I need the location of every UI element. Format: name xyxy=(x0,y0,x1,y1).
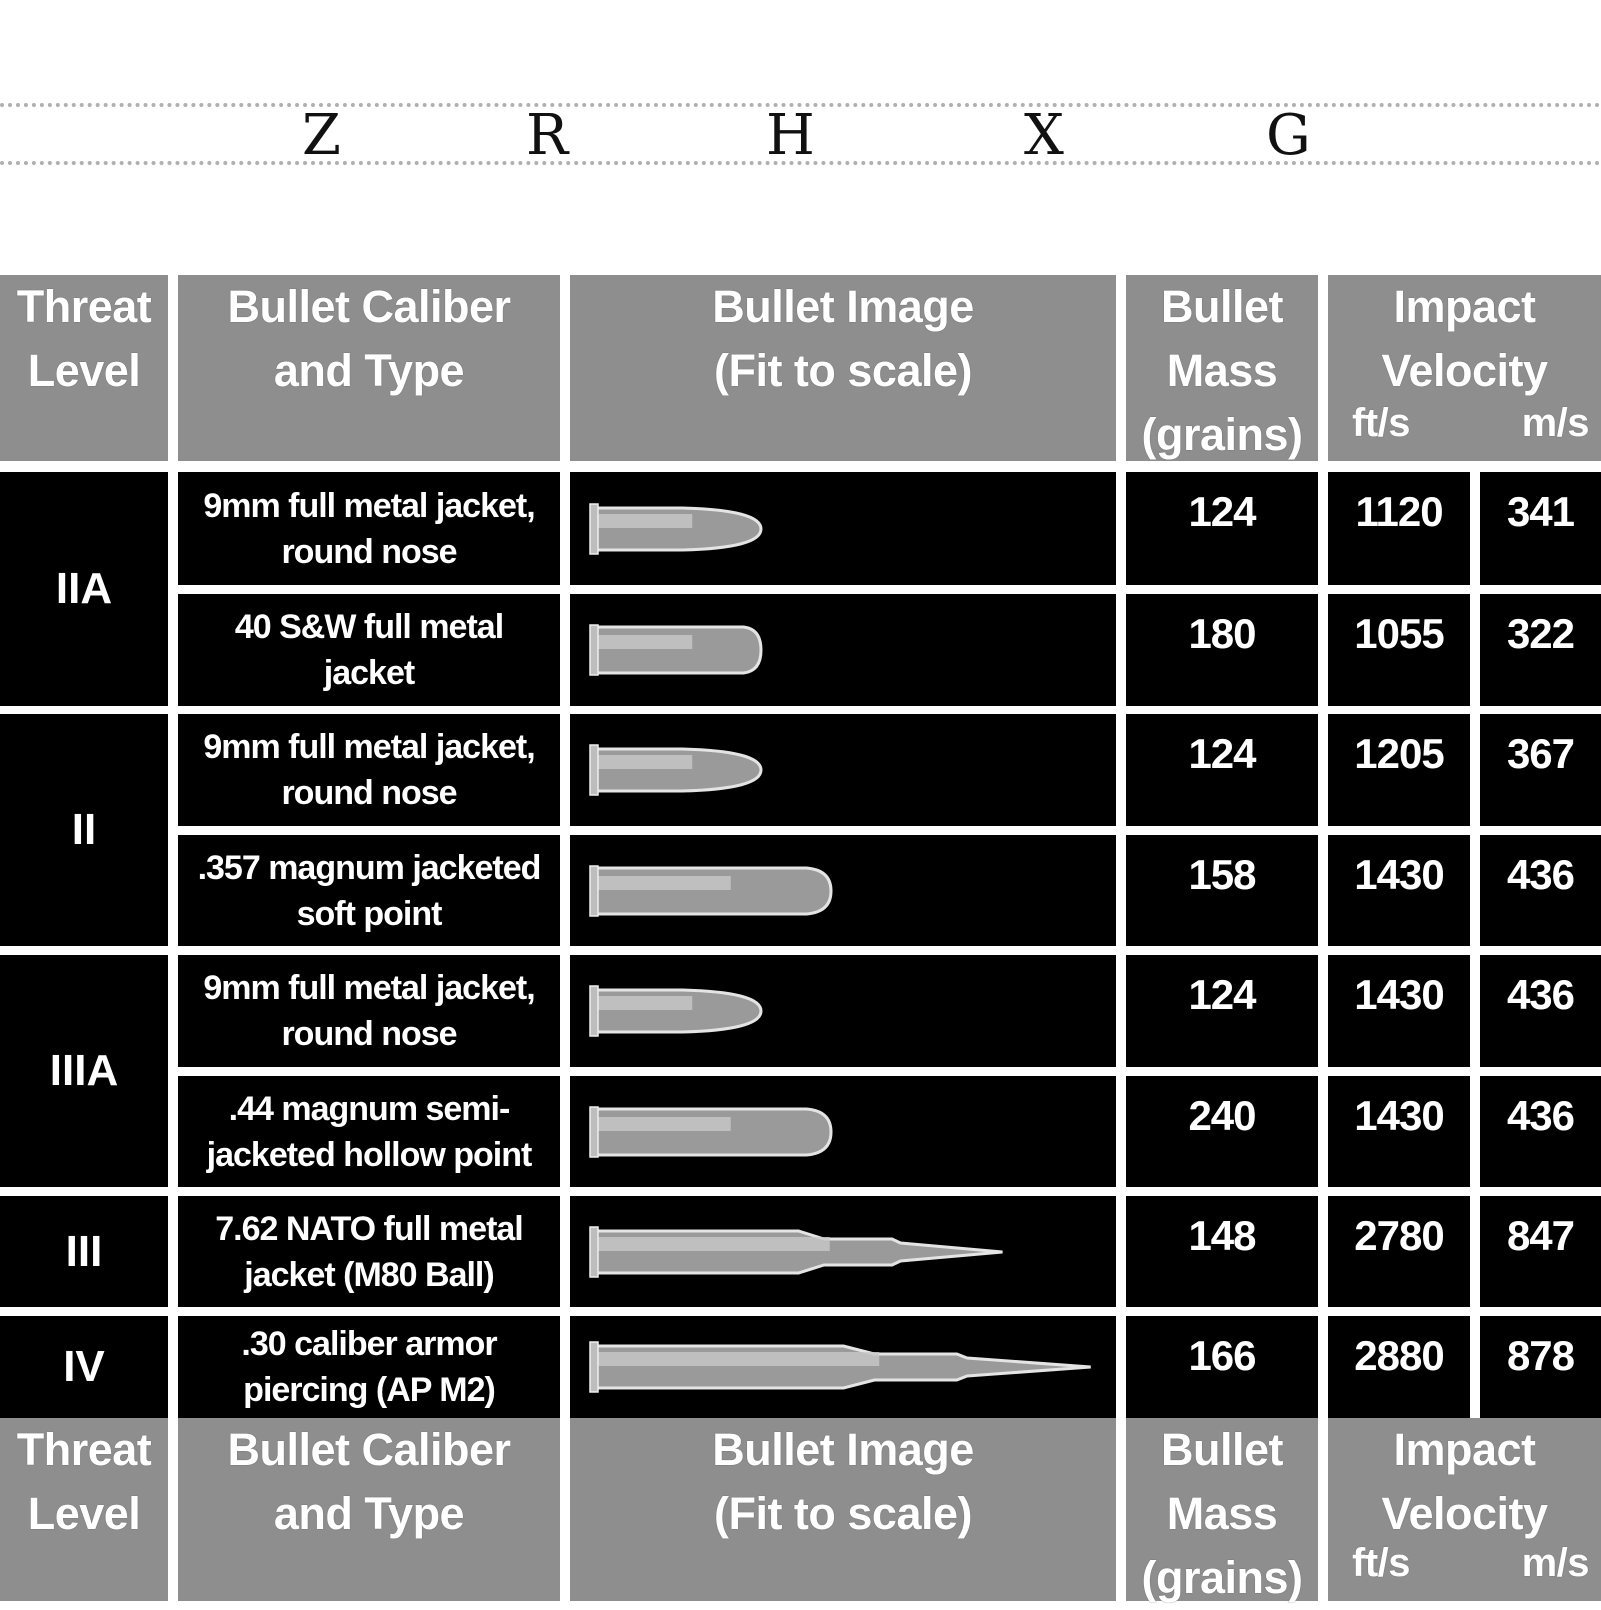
mass-cell xyxy=(1126,1196,1318,1307)
header-image xyxy=(570,275,1116,461)
bullet-image xyxy=(586,856,841,926)
bullet-image xyxy=(586,1097,841,1167)
mass-value: 158 xyxy=(1188,851,1256,898)
velocity-ms-cell xyxy=(1480,955,1601,1067)
velocity-ms-value: 436 xyxy=(1506,1092,1575,1139)
text-line: piercing (AP M2) xyxy=(243,1371,495,1409)
cell-text xyxy=(227,275,510,403)
text-line: Bullet Image xyxy=(712,1424,974,1475)
cell-text xyxy=(1141,1418,1302,1610)
text-line: Level xyxy=(27,345,141,396)
threat-level-label: IV xyxy=(63,1342,105,1391)
text-line: soft point xyxy=(296,894,442,933)
threat-level-cell xyxy=(0,1196,168,1307)
mass-cell xyxy=(1126,1316,1318,1418)
unit-ms: m/s xyxy=(1521,1541,1589,1585)
text-line: Mass xyxy=(1166,345,1278,396)
cell-text xyxy=(203,483,534,575)
velocity-fts-cell xyxy=(1328,472,1470,585)
mass-value: 166 xyxy=(1188,1332,1256,1379)
velocity-fts-cell xyxy=(1328,594,1470,706)
header-caliber xyxy=(178,275,560,461)
caliber-cell xyxy=(178,594,560,706)
letter-1: Z xyxy=(302,103,341,168)
text-line: Level xyxy=(27,1488,141,1539)
text-line: and Type xyxy=(273,1488,465,1539)
text-line: (grains) xyxy=(1141,409,1303,460)
velocity-ms-value: 847 xyxy=(1506,1212,1575,1259)
mass-cell xyxy=(1126,472,1318,585)
cell-text xyxy=(215,1206,523,1298)
mass-value: 180 xyxy=(1188,610,1256,657)
caliber-cell xyxy=(178,472,560,585)
text-line: Bullet Caliber xyxy=(227,281,511,332)
letter-3: H xyxy=(766,103,815,168)
velocity-fts-value: 2880 xyxy=(1354,1332,1444,1379)
cell-text xyxy=(1381,275,1547,403)
mass-cell xyxy=(1126,594,1318,706)
threat-level-cell xyxy=(0,714,168,946)
text-line: (Fit to scale) xyxy=(713,1488,973,1539)
text-line: Impact xyxy=(1393,1424,1536,1475)
cell-text xyxy=(241,1321,496,1413)
text-line: (grains) xyxy=(1141,1552,1303,1603)
cell-text xyxy=(712,275,974,403)
mass-cell xyxy=(1126,714,1318,826)
header-threat-level-repeat xyxy=(0,1418,168,1601)
header-mass xyxy=(1126,275,1318,461)
bullet-image xyxy=(586,615,771,685)
threat-level-cell xyxy=(0,472,168,706)
text-line: 9mm full metal jacket, xyxy=(203,728,535,766)
caliber-cell xyxy=(178,955,560,1067)
cell-text xyxy=(227,1418,510,1546)
velocity-ms-cell xyxy=(1480,714,1601,826)
caliber-cell xyxy=(178,1316,560,1418)
velocity-fts-value: 1205 xyxy=(1354,730,1444,777)
threat-level-label: IIIA xyxy=(49,1046,119,1095)
text-line: Bullet Image xyxy=(712,281,974,332)
cell-text xyxy=(235,604,503,696)
text-line: and Type xyxy=(273,345,465,396)
cell-text xyxy=(712,1418,974,1546)
text-line: Threat xyxy=(16,281,152,332)
velocity-ms-value: 436 xyxy=(1506,971,1575,1018)
text-line: Bullet xyxy=(1160,1424,1283,1475)
velocity-ms-value: 341 xyxy=(1506,488,1575,535)
velocity-ms-cell xyxy=(1480,1076,1601,1187)
text-line: Velocity xyxy=(1381,345,1548,396)
text-line: Impact xyxy=(1393,281,1536,332)
threat-level-table xyxy=(0,275,1601,1601)
velocity-ms-value: 367 xyxy=(1506,730,1575,777)
text-line: jacket xyxy=(323,654,415,692)
cell-text xyxy=(203,965,534,1057)
velocity-fts-value: 1055 xyxy=(1354,610,1444,657)
header-velocity xyxy=(1328,275,1601,461)
text-line: .44 magnum semi- xyxy=(228,1089,510,1128)
text-line: jacket (M80 Ball) xyxy=(244,1255,494,1294)
bullet-image xyxy=(586,976,771,1046)
bullet-image-cell xyxy=(570,1316,1116,1418)
mass-cell xyxy=(1126,1076,1318,1187)
bullet-image-cell xyxy=(570,594,1116,706)
caliber-cell xyxy=(178,714,560,826)
bullet-image-cell xyxy=(570,714,1116,826)
bullet-image xyxy=(586,494,771,564)
cell-text xyxy=(207,1086,532,1178)
velocity-fts-cell xyxy=(1328,1196,1470,1307)
cell-text xyxy=(1381,1418,1547,1546)
text-line: Threat xyxy=(16,1424,152,1475)
header-image-repeat xyxy=(570,1418,1116,1601)
letter-4: X xyxy=(1024,103,1064,168)
bullet-image-cell xyxy=(570,835,1116,946)
unit-fts: ft/s xyxy=(1352,401,1410,445)
mass-value: 148 xyxy=(1188,1212,1256,1259)
mass-value: 124 xyxy=(1188,730,1256,777)
velocity-ms-cell xyxy=(1480,835,1601,946)
text-line: 9mm full metal jacket, xyxy=(203,486,535,525)
threat-level-label: III xyxy=(65,1226,103,1276)
bullet-image-cell xyxy=(570,472,1116,585)
text-line: (Fit to scale) xyxy=(713,345,973,396)
text-line: .357 magnum jacketed xyxy=(197,848,541,887)
threat-level-cell xyxy=(0,955,168,1187)
velocity-fts-cell xyxy=(1328,714,1470,826)
velocity-ms-cell xyxy=(1480,594,1601,706)
header-mass-repeat xyxy=(1126,1418,1318,1601)
text-line: round nose xyxy=(281,1015,457,1053)
cell-text xyxy=(198,845,541,937)
velocity-fts-value: 1120 xyxy=(1355,488,1443,535)
mass-cell xyxy=(1126,835,1318,946)
velocity-fts-cell xyxy=(1328,955,1470,1067)
velocity-ms-value: 878 xyxy=(1506,1332,1575,1379)
text-line: round nose xyxy=(281,774,457,812)
text-line: .30 caliber armor xyxy=(241,1325,497,1363)
threat-level-cell xyxy=(0,1316,168,1418)
letter-2: R xyxy=(526,103,569,168)
text-line: 9mm full metal jacket, xyxy=(203,969,535,1007)
cell-text xyxy=(203,724,534,816)
header-caliber-repeat xyxy=(178,1418,560,1601)
unit-ms: m/s xyxy=(1521,401,1589,445)
velocity-ms-cell xyxy=(1480,1316,1601,1418)
caliber-cell xyxy=(178,1196,560,1307)
header-velocity-repeat xyxy=(1328,1418,1601,1601)
threat-level-label: II xyxy=(71,805,97,854)
velocity-fts-value: 1430 xyxy=(1354,851,1444,898)
unit-fts: ft/s xyxy=(1352,1541,1410,1585)
bullet-image xyxy=(586,1332,1111,1402)
caliber-cell xyxy=(178,1076,560,1187)
text-line: jacketed hollow point xyxy=(206,1135,532,1174)
cell-text xyxy=(17,1418,152,1546)
velocity-fts-value: 1430 xyxy=(1354,1092,1444,1139)
text-line: Bullet Caliber xyxy=(227,1424,511,1475)
velocity-ms-value: 436 xyxy=(1506,851,1575,898)
text-line: 7.62 NATO full metal xyxy=(215,1209,523,1248)
text-line: round nose xyxy=(281,532,457,571)
cell-text xyxy=(17,275,152,403)
bullet-image-cell xyxy=(570,1076,1116,1187)
velocity-fts-cell xyxy=(1328,1076,1470,1187)
text-line: 40 S&W full metal xyxy=(234,608,504,646)
bullet-image-cell xyxy=(570,1196,1116,1307)
bullet-image xyxy=(586,1217,1021,1287)
bullet-image xyxy=(586,735,771,805)
letter-strip xyxy=(0,0,1601,275)
letter-5: G xyxy=(1266,103,1311,168)
cell-text xyxy=(1141,275,1302,467)
velocity-ms-cell xyxy=(1480,1196,1601,1307)
caliber-cell xyxy=(178,835,560,946)
bullet-image-cell xyxy=(570,955,1116,1067)
header-threat-level xyxy=(0,275,168,461)
mass-value: 124 xyxy=(1188,971,1256,1018)
mass-cell xyxy=(1126,955,1318,1067)
velocity-ms-value: 322 xyxy=(1506,610,1575,657)
text-line: Bullet xyxy=(1160,281,1283,332)
text-line: Mass xyxy=(1166,1488,1278,1539)
velocity-fts-value: 1430 xyxy=(1354,971,1444,1018)
mass-value: 124 xyxy=(1188,488,1256,535)
text-line: Velocity xyxy=(1381,1488,1548,1539)
velocity-fts-value: 2780 xyxy=(1354,1212,1444,1259)
mass-value: 240 xyxy=(1188,1092,1256,1139)
velocity-fts-cell xyxy=(1328,1316,1470,1418)
velocity-ms-cell xyxy=(1480,472,1601,585)
threat-level-label: IIA xyxy=(55,564,113,613)
velocity-fts-cell xyxy=(1328,835,1470,946)
